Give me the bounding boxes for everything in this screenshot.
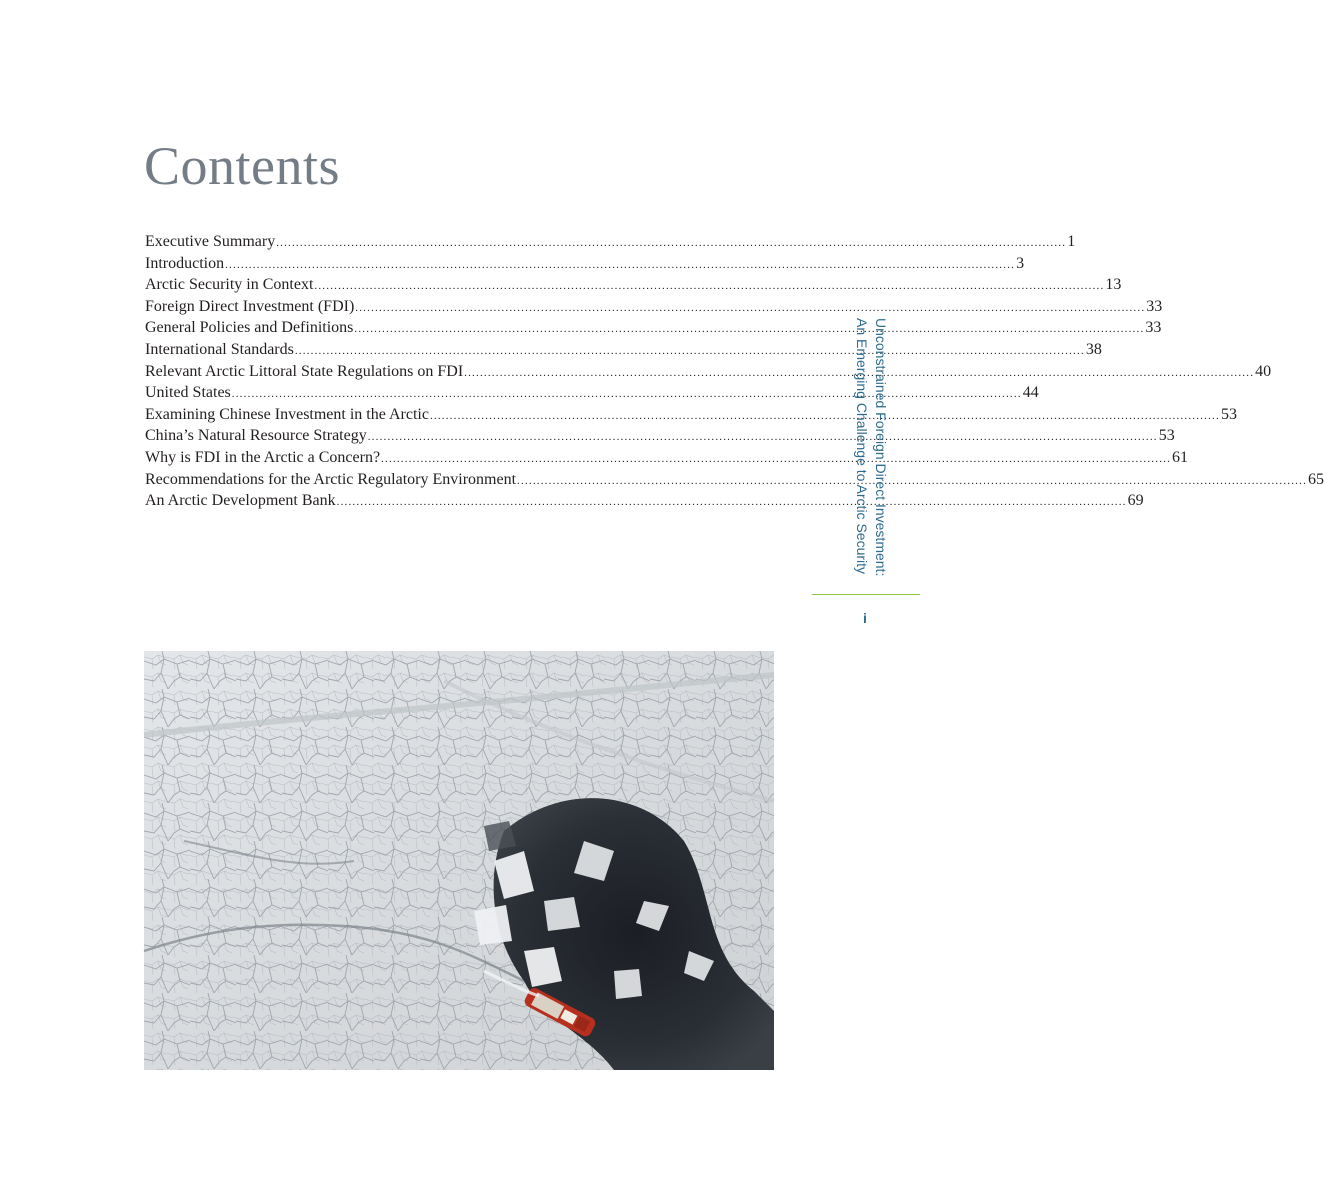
toc-entry[interactable] [145, 296, 1163, 318]
toc-leader-dots: ........................................................................................................................................................................................................ [294, 344, 1085, 357]
toc-entry[interactable] [145, 425, 1175, 447]
toc-entry-label: Introduction [145, 254, 225, 272]
toc-entry[interactable] [145, 469, 1324, 491]
toc-leader-dots: ........................................................................................................................................................................................................ [381, 452, 1172, 465]
toc-entry[interactable] [145, 490, 1144, 512]
toc-entry-page: 65 [1308, 470, 1324, 488]
toc-entry-page: 61 [1172, 448, 1189, 466]
toc-entry[interactable] [145, 253, 1025, 275]
toc-entry-label: Executive Summary [145, 233, 276, 250]
toc-entry[interactable] [145, 361, 1272, 383]
toc-entry[interactable] [145, 274, 1122, 296]
toc-entry-page: 69 [1127, 492, 1144, 510]
toc-entry[interactable] [145, 447, 1189, 469]
running-title-line-1: Unconstrained Foreign Direct Investment: [873, 318, 889, 577]
toc-leader-dots: ........................................................................................................................................................................................................ [336, 496, 1127, 509]
toc-entry[interactable] [145, 339, 1102, 361]
toc-leader-dots: ........................................................................................................................................................................................................ [225, 258, 1016, 271]
toc-entry-page: 38 [1085, 340, 1102, 358]
toc-entry-label: Why is FDI in the Arctic a Concern? [145, 448, 381, 466]
toc-entry-label: United States [145, 384, 231, 402]
toc-leader-dots: ........................................................................................................................................................................................................ [517, 474, 1308, 487]
toc-entry-page: 3 [1016, 254, 1025, 272]
toc-entry-page: 53 [1158, 427, 1175, 445]
toc-entry-label: Arctic Security in Context [145, 276, 314, 294]
toc-entry[interactable] [145, 404, 1237, 426]
toc-entry-label: China’s Natural Resource Strategy [145, 427, 367, 445]
page-title: Contents [144, 136, 341, 196]
toc-leader-dots: ........................................................................................................................................................................................................ [354, 323, 1145, 336]
toc-entry-label: Relevant Arctic Littoral State Regulations on FDI [145, 362, 464, 380]
toc-entry-page: 1 [1067, 233, 1076, 250]
toc-entry-label: General Policies and Definitions [145, 319, 354, 337]
toc-entry-label: Examining Chinese Investment in the Arctic [145, 405, 429, 423]
toc-entry[interactable] [145, 317, 1162, 339]
toc-entry-label: Foreign Direct Investment (FDI) [145, 297, 355, 315]
toc-leader-dots: ........................................................................................................................................................................................................ [276, 237, 1067, 249]
toc-entry-page: 40 [1255, 362, 1272, 380]
toc-leader-dots: ........................................................................................................................................................................................................ [314, 280, 1105, 293]
toc-leader-dots: ........................................................................................................................................................................................................ [355, 301, 1146, 314]
toc-entry-label: An Arctic Development Bank [145, 492, 336, 510]
toc-leader-dots: ........................................................................................................................................................................................................ [429, 409, 1220, 422]
toc-leader-dots: ........................................................................................................................................................................................................ [367, 431, 1158, 444]
running-title-line-2: An Emerging Challenge to Arctic Security [854, 318, 870, 575]
toc-entry-page: 53 [1220, 405, 1237, 423]
toc-entry-page: 13 [1105, 276, 1122, 294]
toc-entry-page: 44 [1022, 384, 1039, 402]
green-divider [812, 594, 920, 595]
toc-leader-dots: ........................................................................................................................................................................................................ [464, 366, 1255, 379]
toc-entry-label: Recommendations for the Arctic Regulatory Environment [145, 470, 517, 488]
toc-entry[interactable] [145, 231, 1076, 253]
page-number: i [863, 610, 867, 626]
running-title [820, 318, 890, 580]
toc-leader-dots: ........................................................................................................................................................................................................ [231, 388, 1022, 401]
toc-entry[interactable] [145, 382, 1039, 404]
arctic-sea-ice-photo [144, 651, 774, 1070]
toc-entry-page: 33 [1146, 297, 1163, 315]
toc-entry-label: International Standards [145, 340, 294, 358]
toc-entry-page: 33 [1145, 319, 1162, 337]
